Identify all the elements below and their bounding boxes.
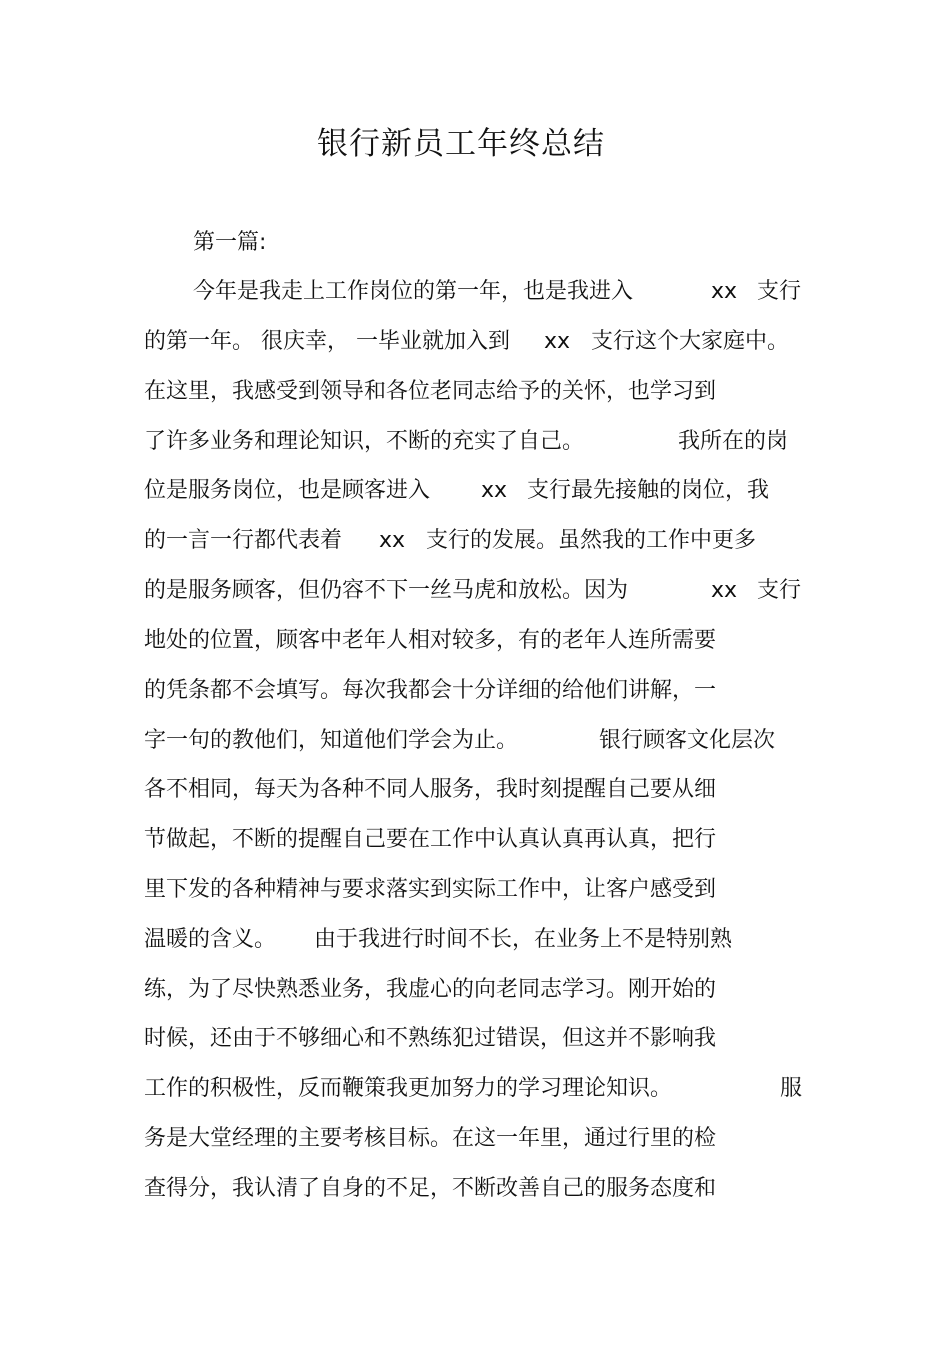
body-line — [0, 526, 950, 556]
line-text: 位是服务岗位，也是顾客进入 — [144, 478, 431, 503]
line-text: 各不相同，每天为各种不同人服务，我时刻提醒自己要从细 — [144, 777, 717, 802]
placeholder-text: xx — [379, 528, 406, 553]
line-text: 的凭条都不会填写。每次我都会十分详细的给他们讲解，一 — [144, 678, 717, 703]
line-text: 里下发的各种精神与要求落实到实际工作中，让客户感受到 — [144, 877, 717, 902]
body-line — [0, 576, 950, 606]
line-text: 支行最先接触的岗位，我 — [527, 478, 770, 503]
line-text: 温暖的含义。 — [144, 927, 277, 952]
body-line — [0, 1024, 950, 1054]
body-line — [0, 377, 950, 407]
placeholder-text: xx — [711, 279, 738, 304]
line-text: 的一言一行都代表着 — [144, 528, 343, 553]
line-text: 时候，还由于不够细心和不熟练犯过错误，但这并不影响我 — [144, 1026, 717, 1051]
line-text: 今年是我走上工作岗位的第一年，也是我进入 — [193, 279, 634, 304]
line-text: 务是大堂经理的主要考核目标。在这一年里，通过行里的检 — [144, 1126, 717, 1151]
line-text: 字一句的教他们，知道他们学会为止。 — [144, 728, 519, 753]
document-title: 银行新员工年终总结 — [317, 126, 605, 162]
line-text: 支行的发展。虽然我的工作中更多 — [426, 528, 757, 553]
line-text: 支行 — [757, 279, 802, 304]
body-line — [0, 1124, 950, 1154]
line-text: 练，为了尽快熟悉业务，我虚心的向老同志学习。刚开始的 — [144, 977, 717, 1002]
line-text: 工作的积极性，反而鞭策我更加努力的学习理论知识。 — [144, 1076, 673, 1101]
body-line — [0, 1074, 950, 1104]
body-line — [0, 327, 950, 357]
body-line — [0, 875, 950, 905]
line-text: 服 — [780, 1076, 803, 1101]
line-text: 支行 — [757, 578, 802, 603]
body-line — [0, 825, 950, 855]
body-line — [0, 726, 950, 756]
body-line — [0, 1174, 950, 1204]
body-line — [0, 626, 950, 656]
line-text: 支行这个大家庭中。 — [591, 329, 790, 354]
line-text: 查得分，我认清了自身的不足，不断改善自己的服务态度和 — [144, 1176, 717, 1201]
line-text: 我所在的岗 — [678, 429, 789, 454]
body-line — [0, 975, 950, 1005]
section-label: 第一篇: — [193, 230, 267, 255]
body-line — [0, 676, 950, 706]
body-line — [0, 277, 950, 307]
placeholder-text: xx — [711, 578, 738, 603]
body-line — [0, 476, 950, 506]
line-text: 的第一年。 很庆幸， 一毕业就加入到 — [144, 329, 510, 354]
body-line — [0, 427, 950, 457]
line-text: 在这里，我感受到领导和各位老同志给予的关怀，也学习到 — [144, 379, 717, 404]
line-text: 由于我进行时间不长，在业务上不是特别熟 — [314, 927, 733, 952]
line-text: 了许多业务和理论知识，不断的充实了自己。 — [144, 429, 585, 454]
placeholder-text: xx — [481, 478, 508, 503]
line-text: 地处的位置，顾客中老年人相对较多，有的老年人连所需要 — [144, 628, 717, 653]
line-text: 节做起，不断的提醒自己要在工作中认真认真再认真，把行 — [144, 827, 717, 852]
body-line — [0, 775, 950, 805]
line-text: 银行顾客文化层次 — [599, 728, 776, 753]
line-text: 的是服务顾客，但仍容不下一丝马虎和放松。因为 — [144, 578, 629, 603]
body-line — [0, 925, 950, 955]
placeholder-text: xx — [544, 329, 571, 354]
